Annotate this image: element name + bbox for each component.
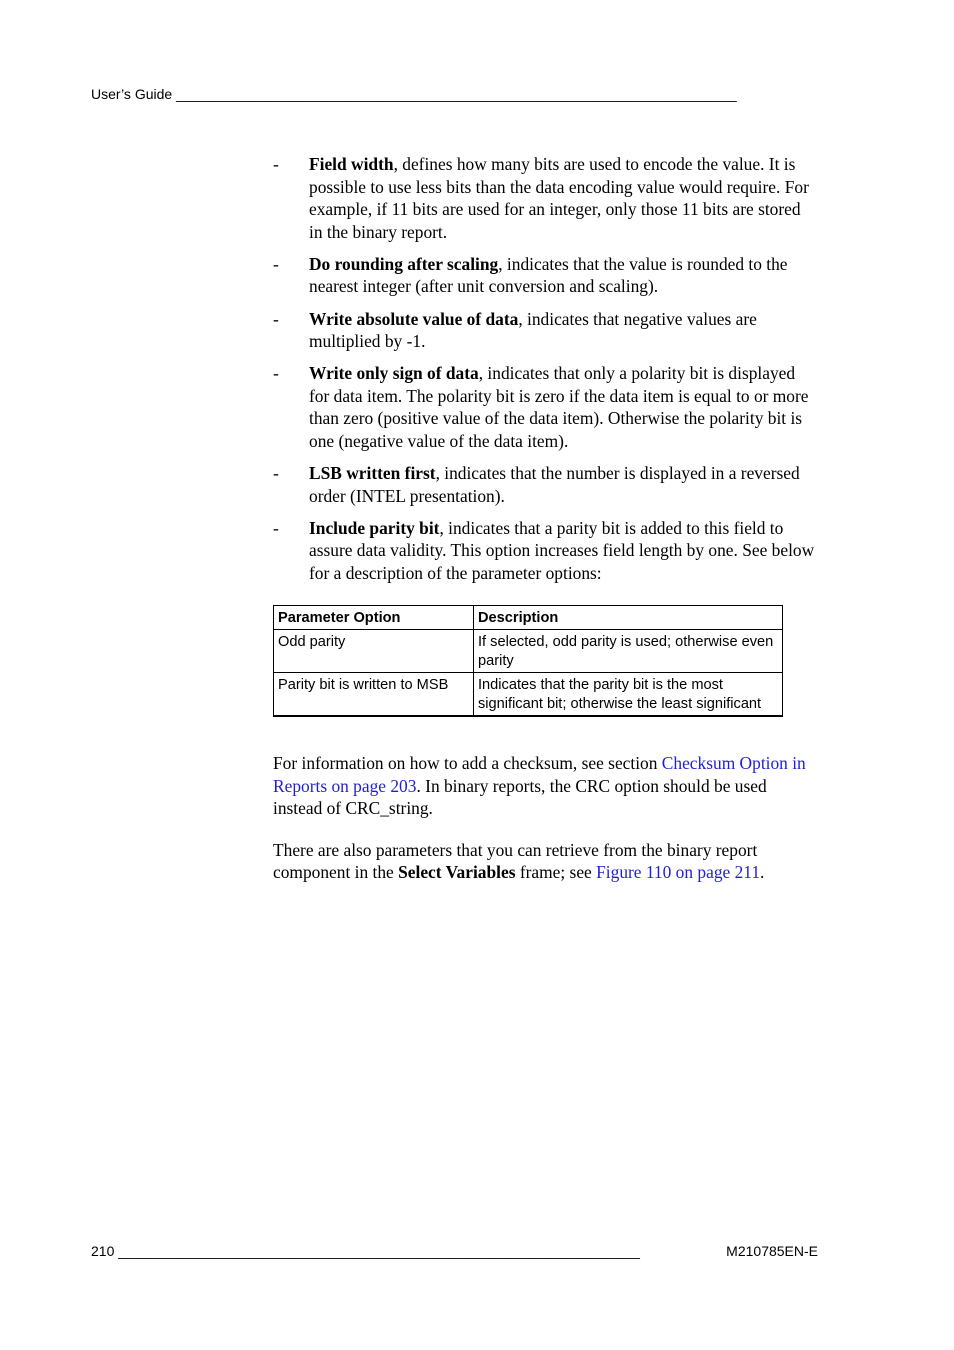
list-dash: - [273, 463, 279, 484]
table-cell: Parity bit is written to MSB [274, 673, 474, 717]
parameter-options-table [273, 605, 783, 718]
footer-page-number: 210 ___________________________________________________________________ [91, 1243, 640, 1259]
checksum-option-link[interactable]: Checksum Option in Reports on page 203 [273, 753, 806, 796]
option-description: , indicates that negative values are multiplied by -1. [309, 308, 757, 352]
checksum-info-paragraph [273, 752, 818, 820]
option-description: , defines how many bits are used to encode the value. It is possible to use less bits than the data encoding value would require. For example, if 11 bits are used for an integer, only those 11 bits are stored in the binary report. [309, 154, 809, 242]
table-row [274, 673, 783, 717]
option-term: Write only sign of data [309, 363, 479, 384]
table-cell: Indicates that the parity bit is the most significant bit; otherwise the least significant [474, 673, 783, 717]
option-term: Do rounding after scaling [309, 253, 499, 274]
list-dash: - [273, 253, 279, 274]
text-span: . [760, 862, 765, 883]
select-variables-paragraph [273, 839, 818, 884]
list-dash: - [273, 517, 279, 538]
page-header: User’s Guide ________________________________________________________________________ [91, 86, 737, 102]
option-list [273, 153, 818, 585]
option-do-rounding [273, 253, 818, 298]
column-header-description: Description [474, 605, 783, 630]
page-footer [91, 1243, 818, 1259]
option-lsb-first [273, 462, 818, 507]
column-header-parameter-option: Parameter Option [274, 605, 474, 630]
option-term: LSB written first [309, 463, 436, 484]
option-description: , indicates that a parity bit is added to this field to assure data validity. This option increases field length by one. See below for a description of the parameter options: [309, 517, 815, 583]
text-span: . In binary reports, the CRC option should be used instead of CRC_string. [273, 775, 767, 819]
option-term: Include parity bit [309, 517, 440, 538]
option-parity-bit [273, 517, 818, 585]
text-span: For information on how to add a checksum, see section [273, 753, 662, 774]
list-dash: - [273, 363, 279, 384]
option-field-width [273, 153, 818, 243]
list-dash: - [273, 308, 279, 329]
table-cell: Odd parity [274, 630, 474, 673]
select-variables-term: Select Variables [398, 862, 516, 883]
table-header-row [274, 605, 783, 630]
figure-110-link[interactable]: Figure 110 on page 211 [596, 862, 761, 883]
table-cell: If selected, odd parity is used; otherwise even parity [474, 630, 783, 673]
option-absolute-value [273, 308, 818, 353]
option-description: , indicates that only a polarity bit is displayed for data item. The polarity bit is zero if the data item is equal to or more than zero (positive value of the data item). Otherwise the polarity bit is one (negative value of the data item). [309, 363, 809, 452]
option-term: Field width [309, 154, 394, 174]
text-span: There are also parameters that you can retrieve from the binary report component in the [273, 839, 758, 883]
list-dash: - [273, 154, 279, 174]
option-term: Write absolute value of data [309, 308, 519, 329]
footer-document-code: M210785EN-E [726, 1243, 818, 1259]
text-span: frame; see [515, 862, 597, 883]
option-description: , indicates that the number is displayed in a reversed order (INTEL presentation). [309, 463, 800, 506]
option-sign-of-data [273, 362, 818, 452]
table-row [274, 630, 783, 673]
main-content [273, 153, 818, 884]
option-description: , indicates that the value is rounded to the nearest integer (after unit conversion and scaling). [309, 253, 788, 297]
